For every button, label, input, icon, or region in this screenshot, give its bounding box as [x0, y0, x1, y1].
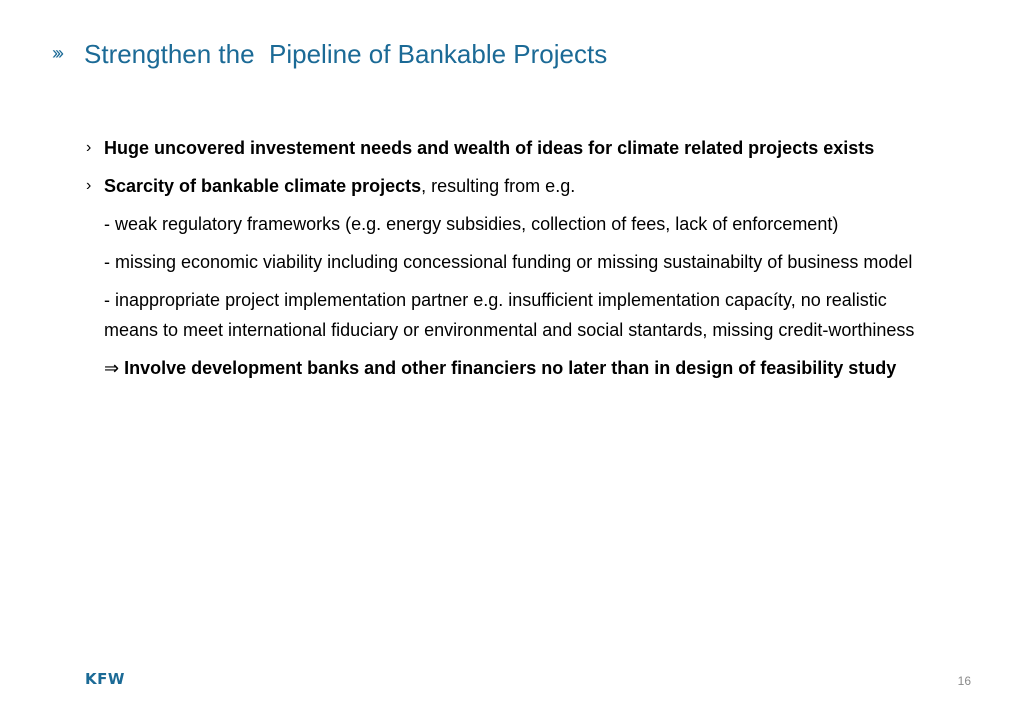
- bullet-rest-text: , resulting from e.g.: [421, 176, 576, 196]
- conclusion-label: Involve development banks and other financiers no later than in design of feasibility study: [119, 358, 897, 378]
- slide-header: [52, 39, 608, 72]
- kfw-logo: KFW: [85, 670, 125, 688]
- chevrons-icon: ›››: [52, 43, 61, 63]
- bullet-item: [86, 171, 916, 201]
- implies-arrow-icon: ⇒: [104, 358, 120, 379]
- bullet-bold-text: Huge uncovered investement needs and wealth of ideas for climate related projects exists: [104, 138, 875, 158]
- sub-item: - weak regulatory frameworks (e.g. energy subsidies, collection of fees, lack of enforcement): [104, 214, 839, 234]
- sub-item: - inappropriate project implementation partner e.g. insufficient implementation capacíty, no realistic means to meet international fiduciary or environmental and social stantards, missing credit-worthiness: [104, 290, 915, 340]
- sub-item: - missing economic viability including concessional funding or missing sustainabilty of business model: [104, 252, 913, 272]
- conclusion-text: [104, 353, 916, 384]
- bullet-icon: ›: [86, 177, 92, 194]
- bullet-text: [104, 171, 916, 201]
- bullet-text: [104, 133, 916, 163]
- bullet-bold-text: Scarcity of bankable climate projects: [104, 176, 422, 196]
- bullet-icon: ›: [86, 139, 92, 156]
- bullet-item: [86, 133, 916, 163]
- page-number: 16: [957, 674, 971, 688]
- slide-title: Strengthen the Pipeline of Bankable Projects: [84, 39, 608, 69]
- slide-body: [86, 133, 916, 392]
